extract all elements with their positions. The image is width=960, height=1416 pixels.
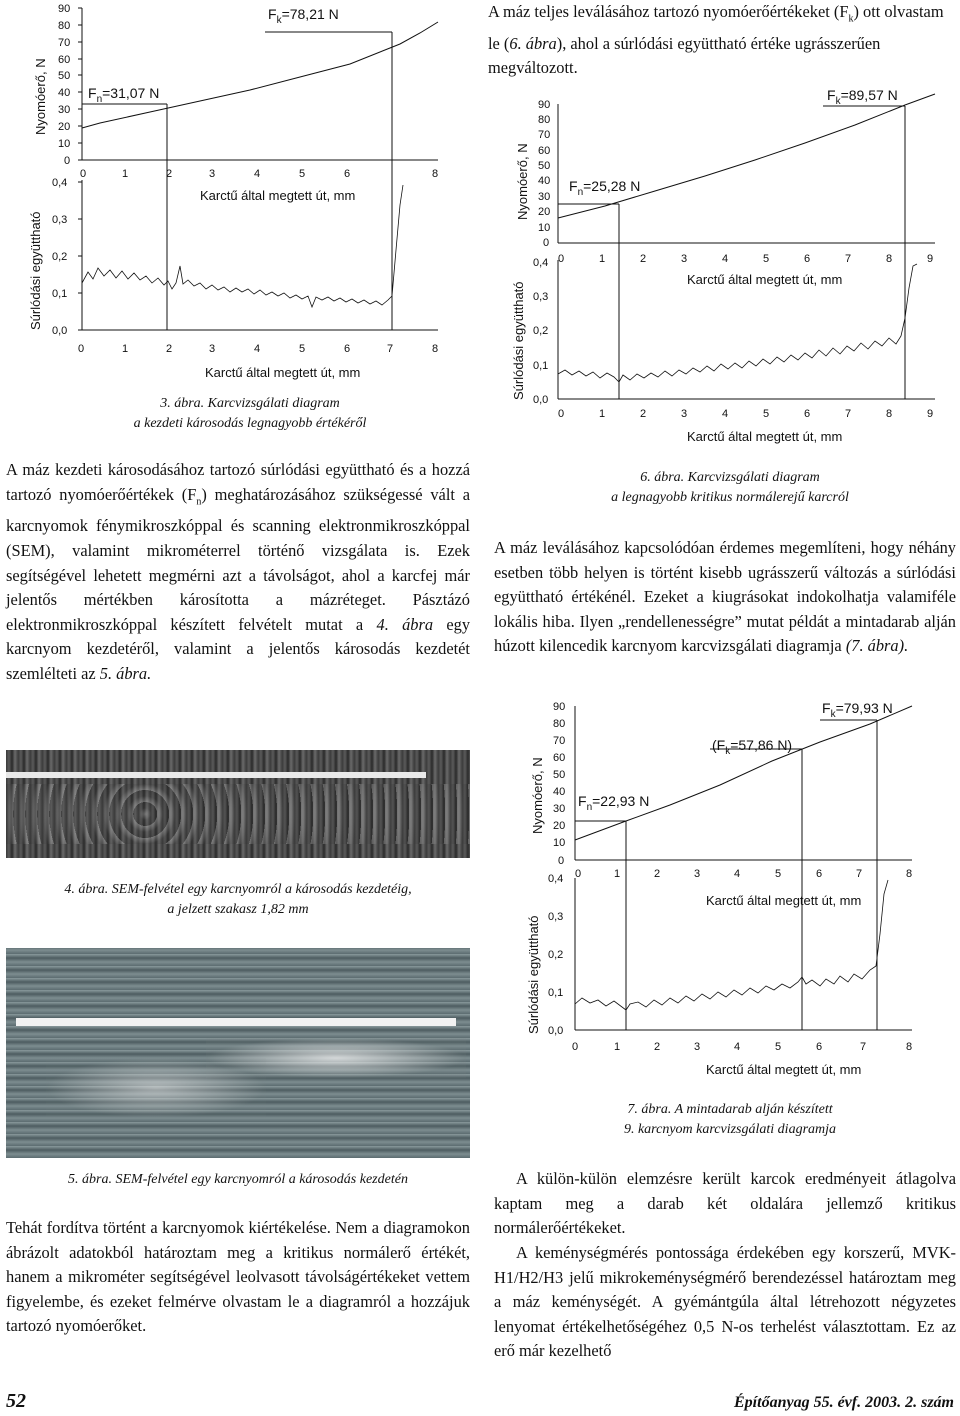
svg-text:0: 0 — [575, 868, 582, 880]
svg-text:4: 4 — [734, 868, 741, 880]
svg-text:4: 4 — [734, 1041, 741, 1053]
left-paragraph-2: Tehát fordítva történt a karcnyomok kiértékelése. Nem a diagramokon ábrázolt adatokból határoztam meg a kritikus normálerő értékét, hanem a mikrométer segítségével leolvasott távolságértékeket vettem figyelembe, és ezeket felmérve olvastam le a diagramról a hozzájuk tartozó nyomóerőket. — [6, 1218, 470, 1336]
fig7-x-label-lower: Karctű által megtett út, mm — [706, 1062, 862, 1077]
svg-text:0: 0 — [558, 253, 565, 265]
svg-text:80: 80 — [538, 114, 551, 126]
svg-text:5: 5 — [763, 253, 770, 265]
svg-text:8: 8 — [432, 168, 439, 180]
svg-text:6: 6 — [344, 343, 351, 355]
svg-text:2: 2 — [166, 343, 173, 355]
fig3-fk-label: $F_k=78,21$ N — [268, 6, 339, 26]
fig3-x-label-upper: Karctű által megtett út, mm — [200, 188, 356, 203]
sem-image-4 — [6, 750, 470, 858]
svg-text:6: 6 — [804, 253, 811, 265]
fig5-caption: 5. ábra. SEM-felvétel egy karcnyomról a károsodás kezdetén — [68, 1172, 408, 1187]
fig6-fn-label: $F_n=25,28$ N — [569, 178, 641, 198]
svg-text:2: 2 — [640, 408, 647, 420]
right-paragraph-1: A máz leválásához kapcsolódóan érdemes megemlíteni, hogy néhány esetben több helyen is történt kisebb ugrásszerű változás a súrlódási együttható értékénél. Ezeket a kiugrásokat indokolhatja valamiféle lokális hiba. Ilyen „rendellenességre” mutat példát a mintadarab alján húzott kilencedik karcnyom karcvizsgálati diagramja (7. ábra). — [494, 538, 956, 656]
svg-text:0,3: 0,3 — [548, 911, 564, 923]
svg-text:0: 0 — [558, 408, 565, 420]
fig3-caption-line2: a kezdeti károsodás legnagyobb értékéről — [133, 416, 367, 431]
fig7-fn-label: $F_n=22,93$ N — [578, 793, 650, 813]
svg-text:1: 1 — [599, 253, 606, 265]
svg-text:80: 80 — [553, 718, 566, 730]
svg-text:30: 30 — [538, 191, 551, 203]
svg-text:4: 4 — [254, 343, 261, 355]
svg-text:8: 8 — [906, 868, 913, 880]
svg-text:2: 2 — [654, 868, 661, 880]
right-paragraph-2: A külön-külön elemzésre került karcok eredményeit átlagolva kaptam meg a darab két oldalára jellemző kritikus normálerőértékeket. — [494, 1169, 956, 1238]
fig3-fn-label: $F_n=31,07$ N — [88, 85, 160, 105]
fig4-caption-line2: a jelzett szakasz 1,82 mm — [167, 902, 309, 917]
fig7-force-label: Nyomóerő, N — [530, 757, 545, 834]
fig3-x-label-lower: Karctű által megtett út, mm — [205, 365, 361, 380]
svg-text:8: 8 — [906, 1041, 913, 1053]
svg-text:90: 90 — [553, 701, 566, 713]
svg-text:90: 90 — [58, 3, 71, 15]
svg-text:4: 4 — [722, 253, 729, 265]
svg-text:0: 0 — [78, 343, 85, 355]
svg-text:5: 5 — [763, 408, 770, 420]
svg-text:6: 6 — [816, 868, 823, 880]
svg-text:60: 60 — [553, 752, 566, 764]
svg-text:1: 1 — [614, 868, 621, 880]
svg-text:7: 7 — [845, 253, 852, 265]
svg-text:1: 1 — [122, 168, 129, 180]
svg-text:7: 7 — [856, 868, 863, 880]
svg-text:10: 10 — [58, 138, 71, 150]
svg-text:7: 7 — [845, 408, 852, 420]
svg-text:0,3: 0,3 — [52, 214, 68, 226]
svg-text:30: 30 — [58, 104, 71, 116]
svg-text:0: 0 — [572, 1041, 579, 1053]
fig3-caption-line1: 3. ábra. Karcvizsgálati diagram — [160, 396, 340, 411]
svg-text:10: 10 — [553, 837, 566, 849]
svg-text:6: 6 — [816, 1041, 823, 1053]
svg-text:2: 2 — [166, 168, 173, 180]
svg-text:8: 8 — [432, 343, 439, 355]
svg-text:0,4: 0,4 — [52, 177, 68, 189]
svg-text:0,2: 0,2 — [548, 949, 564, 961]
svg-text:8: 8 — [886, 253, 893, 265]
page-number: 52 — [6, 1390, 26, 1412]
svg-text:20: 20 — [538, 206, 551, 218]
svg-text:0,4: 0,4 — [533, 257, 549, 269]
svg-text:3: 3 — [209, 343, 216, 355]
fig6-fk-label: $F_k=89,57$ N — [827, 88, 898, 107]
fig7-caption-line2: 9. karcnyom karcvizsgálati diagramja — [623, 1122, 837, 1137]
svg-text:20: 20 — [58, 121, 71, 133]
svg-text:0: 0 — [558, 855, 565, 867]
fig7-fk-label: $F_k=79,93$ N — [822, 700, 893, 720]
svg-text:0,1: 0,1 — [548, 987, 564, 999]
fig7-x-label-upper: Karctű által megtett út, mm — [706, 893, 862, 908]
fig7-fk-paren-label: ($F_k=57,86$ N) — [712, 737, 793, 757]
fig7-caption — [520, 1100, 940, 1140]
svg-text:70: 70 — [553, 735, 566, 747]
svg-text:5: 5 — [775, 1041, 782, 1053]
svg-text:3: 3 — [694, 1041, 701, 1053]
journal-footer: Építőanyag 55. évf. 2003. 2. szám — [734, 1394, 954, 1411]
svg-text:3: 3 — [681, 253, 688, 265]
svg-text:0,0: 0,0 — [548, 1025, 564, 1037]
fig6-x-label-lower: Karctű által megtett út, mm — [687, 429, 843, 444]
fig4-caption-line1: 4. ábra. SEM-felvétel egy karcnyomról a károsodás kezdetéig, — [64, 882, 412, 897]
svg-text:30: 30 — [553, 803, 566, 815]
svg-text:1: 1 — [614, 1041, 621, 1053]
svg-text:40: 40 — [538, 175, 551, 187]
intro-right-paragraph: A máz teljes leválásához tartozó nyomóerőértékeket $(F_k)$ ott olvastam le (6. ábra), ahol a súrlódási együttható értéke ugrásszerűen megváltozott. — [488, 2, 944, 78]
svg-text:0: 0 — [64, 155, 71, 167]
svg-text:90: 90 — [538, 99, 551, 111]
svg-text:3: 3 — [209, 168, 216, 180]
svg-text:1: 1 — [599, 408, 606, 420]
svg-text:50: 50 — [553, 769, 566, 781]
fig6-x-label-upper: Karctű által megtett út, mm — [687, 272, 843, 287]
svg-text:0: 0 — [80, 168, 87, 180]
svg-text:50: 50 — [58, 70, 71, 82]
svg-text:9: 9 — [927, 253, 934, 265]
svg-text:80: 80 — [58, 20, 71, 32]
svg-text:6: 6 — [344, 168, 351, 180]
svg-text:6: 6 — [804, 408, 811, 420]
fig3-friction-label: Súrlódási együttható — [28, 211, 43, 330]
svg-text:0,1: 0,1 — [52, 288, 68, 300]
right-paragraph-3: A keménységmérés pontossága érdekében egy korszerű, MVK-H1/H2/H3 jelű mikrokeménységmérő berendezéssel határoztam meg a máz keménységét. A gyémántgúla által létrehozott négyzetes lenyomat értékelhetőségéhez 0,5 N-os terhelést választottam. Ez az erő már kezelhető — [494, 1243, 956, 1361]
fig4-caption — [6, 880, 470, 920]
fig6-caption-line1: 6. ábra. Karcvizsgálati diagram — [640, 470, 820, 485]
svg-text:0,2: 0,2 — [533, 325, 549, 337]
fig3-caption — [60, 394, 440, 434]
svg-text:0,3: 0,3 — [533, 291, 549, 303]
svg-text:3: 3 — [694, 868, 701, 880]
sem-image-5 — [6, 948, 470, 1158]
fig6-force-label: Nyomóerő, N — [515, 143, 530, 220]
figure-6-chart — [505, 88, 960, 453]
svg-text:7: 7 — [387, 343, 394, 355]
svg-text:50: 50 — [538, 160, 551, 172]
svg-text:7: 7 — [860, 1041, 867, 1053]
svg-text:0,1: 0,1 — [533, 360, 549, 372]
fig6-caption-line2: a legnagyobb kritikus normálerejű karcról — [611, 490, 849, 505]
svg-text:20: 20 — [553, 820, 566, 832]
svg-text:5: 5 — [299, 168, 306, 180]
svg-text:2: 2 — [654, 1041, 661, 1053]
fig7-caption-line1: 7. ábra. A mintadarab alján készített — [627, 1102, 833, 1117]
svg-text:2: 2 — [640, 253, 647, 265]
svg-text:3: 3 — [681, 408, 688, 420]
svg-text:60: 60 — [538, 145, 551, 157]
svg-text:0,0: 0,0 — [533, 394, 549, 406]
fig7-friction-label: Súrlódási együttható — [526, 915, 541, 1034]
svg-text:70: 70 — [58, 37, 71, 49]
figure-7-chart — [520, 694, 940, 1084]
svg-text:8: 8 — [886, 408, 893, 420]
svg-text:0,4: 0,4 — [548, 873, 564, 885]
svg-text:0: 0 — [543, 237, 550, 249]
svg-text:70: 70 — [538, 129, 551, 141]
svg-text:40: 40 — [58, 87, 71, 99]
svg-text:0,2: 0,2 — [52, 251, 68, 263]
svg-text:60: 60 — [58, 54, 71, 66]
left-paragraph-1: A máz kezdeti károsodásához tartozó súrlódási együttható és a hozzá tartozó nyomóerőértékek $(F_n)$ meghatározásához szükségessé vált a karcnyomok fénymikroszkóppal és scanning elektronmikroszkóppal (SEM), valamint mikrométerrel történő vizsgálata is. Ezek segítségével lehetett megmérni azt a távolságot, ahol a karcfej már jelentős mértékben károsította a mázréteget. Pásztázó elektronmikroszkóppal készített felvételt mutat a 4. ábra egy karcnyom kezdetéről, valamint a jelentős károsodás kezdetét szemlélteti az 5. ábra. — [6, 460, 471, 684]
svg-text:4: 4 — [722, 408, 729, 420]
svg-text:10: 10 — [538, 222, 551, 234]
svg-text:0,0: 0,0 — [52, 325, 68, 337]
svg-text:5: 5 — [299, 343, 306, 355]
figure-3-chart — [0, 0, 470, 395]
svg-text:1: 1 — [122, 343, 129, 355]
fig6-caption — [520, 468, 940, 508]
svg-text:4: 4 — [254, 168, 261, 180]
fig6-friction-label: Súrlódási együttható — [511, 281, 526, 400]
svg-text:9: 9 — [927, 408, 934, 420]
svg-text:5: 5 — [775, 868, 782, 880]
fig3-force-label: Nyomóerő, N — [33, 58, 48, 135]
svg-text:40: 40 — [553, 786, 566, 798]
